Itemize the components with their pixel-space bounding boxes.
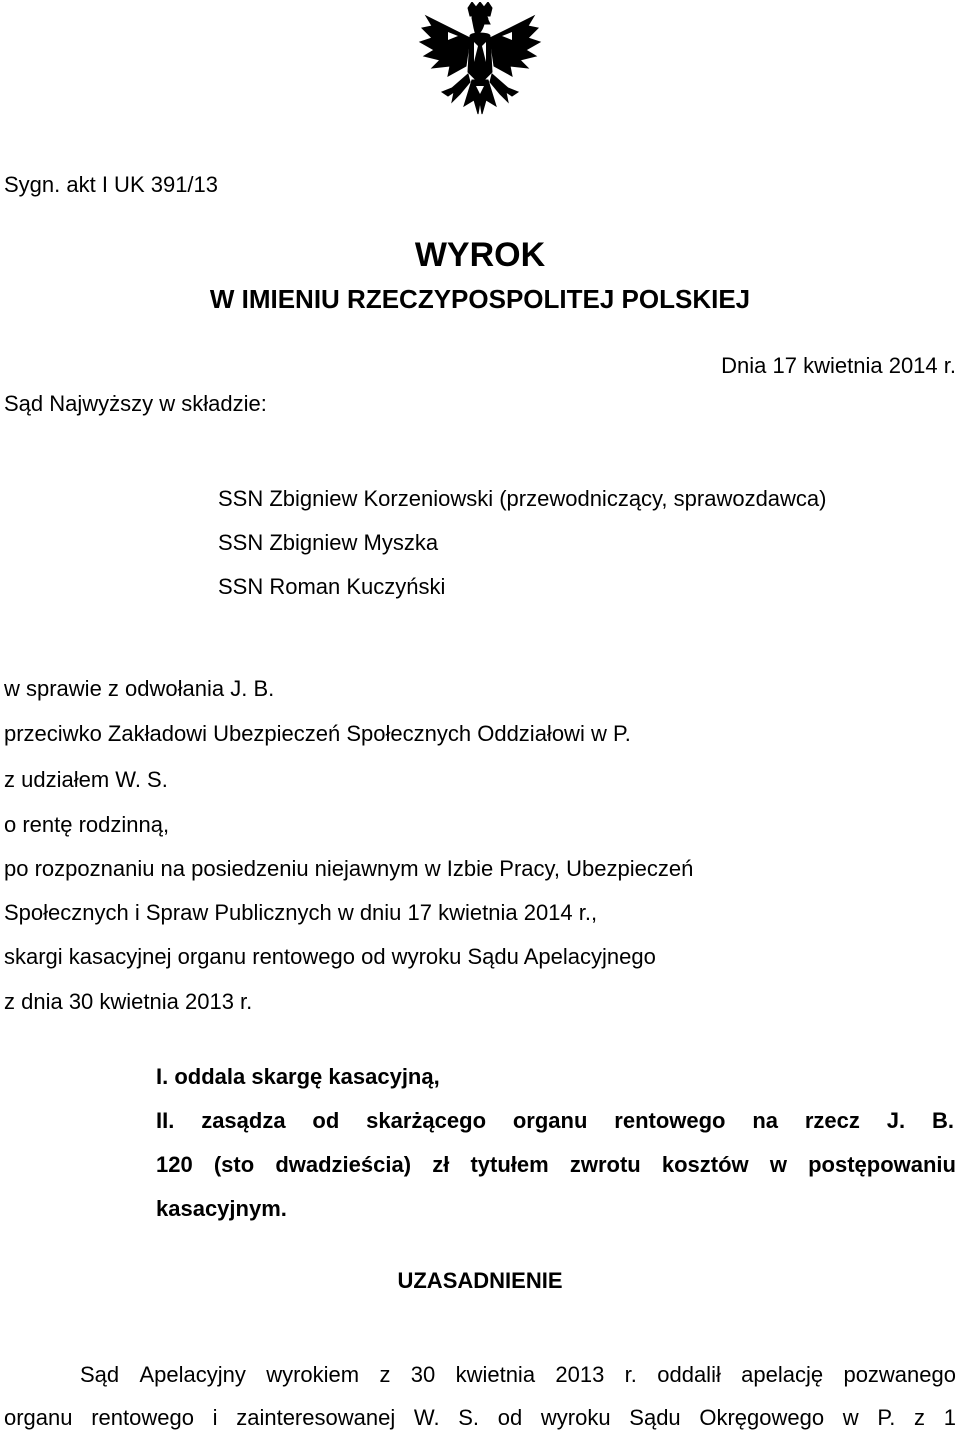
word: J. bbox=[886, 1108, 906, 1133]
word: skarżącego bbox=[366, 1108, 487, 1133]
word: zainteresowanej bbox=[236, 1405, 396, 1430]
reasons-line-1 bbox=[80, 1362, 956, 1388]
word: kwietnia bbox=[455, 1362, 536, 1387]
word: kosztów bbox=[661, 1152, 749, 1177]
word: (sto bbox=[213, 1152, 255, 1177]
word: tytułem bbox=[470, 1152, 549, 1177]
word: pozwanego bbox=[843, 1362, 956, 1387]
word: rentowego bbox=[614, 1108, 726, 1133]
verdict-point-1: I. oddala skargę kasacyjną, bbox=[156, 1064, 440, 1089]
judgment-date: Dnia 17 kwietnia 2014 r. bbox=[721, 353, 956, 378]
case-line: w sprawie z odwołania J. B. bbox=[4, 676, 275, 701]
word: W. bbox=[413, 1405, 440, 1430]
word: i bbox=[212, 1405, 218, 1430]
word: wyroku bbox=[540, 1405, 611, 1430]
word: rzecz bbox=[804, 1108, 860, 1133]
verdict-point-2-line-2 bbox=[156, 1152, 956, 1178]
word: od bbox=[312, 1108, 340, 1133]
word: 2013 bbox=[555, 1362, 605, 1387]
word: wyrokiem bbox=[266, 1362, 360, 1387]
word: B. bbox=[931, 1108, 954, 1133]
judge-chair: SSN Zbigniew Korzeniowski (przewodniczący, sprawozdawca) bbox=[218, 486, 827, 511]
word: r. bbox=[624, 1362, 637, 1387]
word: apelację bbox=[741, 1362, 824, 1387]
word: Sąd bbox=[80, 1362, 120, 1387]
case-signature: Sygn. akt I UK 391/13 bbox=[4, 172, 219, 197]
document-title: WYROK bbox=[414, 236, 546, 274]
verdict-point-2-line-3: kasacyjnym. bbox=[156, 1196, 287, 1221]
word: P. bbox=[877, 1405, 896, 1430]
judge-member: SSN Zbigniew Myszka bbox=[218, 530, 439, 555]
case-line: Społecznych i Spraw Publicznych w dniu 17 kwietnia 2014 r., bbox=[4, 900, 598, 925]
word: organu bbox=[4, 1405, 73, 1430]
word: II. bbox=[156, 1108, 175, 1133]
word: zwrotu bbox=[569, 1152, 641, 1177]
word: z bbox=[379, 1362, 391, 1387]
verdict-point-2-line-1 bbox=[156, 1108, 954, 1134]
word: Sądu bbox=[629, 1405, 681, 1430]
word: S. bbox=[458, 1405, 480, 1430]
word: na bbox=[752, 1108, 779, 1133]
reasons-heading: UZASADNIENIE bbox=[397, 1268, 563, 1293]
word: zasądza bbox=[201, 1108, 286, 1133]
case-line: przeciwko Zakładowi Ubezpieczeń Społecznych Oddziałowi w P. bbox=[4, 721, 631, 746]
word: 30 bbox=[410, 1362, 436, 1387]
court-composition-label: Sąd Najwyższy w składzie: bbox=[4, 391, 267, 416]
word: 120 bbox=[156, 1152, 193, 1177]
word: w bbox=[769, 1152, 787, 1177]
reasons-line-2 bbox=[4, 1405, 956, 1431]
case-line: po rozpoznaniu na posiedzeniu niejawnym w Izbie Pracy, Ubezpieczeń bbox=[4, 856, 694, 881]
word: zł bbox=[432, 1152, 450, 1177]
word: postępowaniu bbox=[808, 1152, 956, 1177]
word: z bbox=[914, 1405, 926, 1430]
word: dwadzieścia) bbox=[275, 1152, 412, 1177]
case-line: o rentę rodzinną, bbox=[4, 812, 170, 837]
word: od bbox=[497, 1405, 523, 1430]
document-subtitle: W IMIENIU RZECZYPOSPOLITEJ POLSKIEJ bbox=[209, 284, 751, 314]
judge-member: SSN Roman Kuczyński bbox=[218, 574, 446, 599]
case-line: z dnia 30 kwietnia 2013 r. bbox=[4, 989, 253, 1014]
case-line: skargi kasacyjnej organu rentowego od wyroku Sądu Apelacyjnego bbox=[4, 944, 656, 969]
case-line: z udziałem W. S. bbox=[4, 767, 168, 792]
polish-eagle-emblem-icon bbox=[418, 2, 542, 130]
word: 1 bbox=[943, 1405, 956, 1430]
word: oddalił bbox=[657, 1362, 721, 1387]
word: Okręgowego bbox=[699, 1405, 825, 1430]
word: rentowego bbox=[91, 1405, 194, 1430]
word: organu bbox=[512, 1108, 588, 1133]
word: w bbox=[842, 1405, 859, 1430]
word: Apelacyjny bbox=[139, 1362, 246, 1387]
